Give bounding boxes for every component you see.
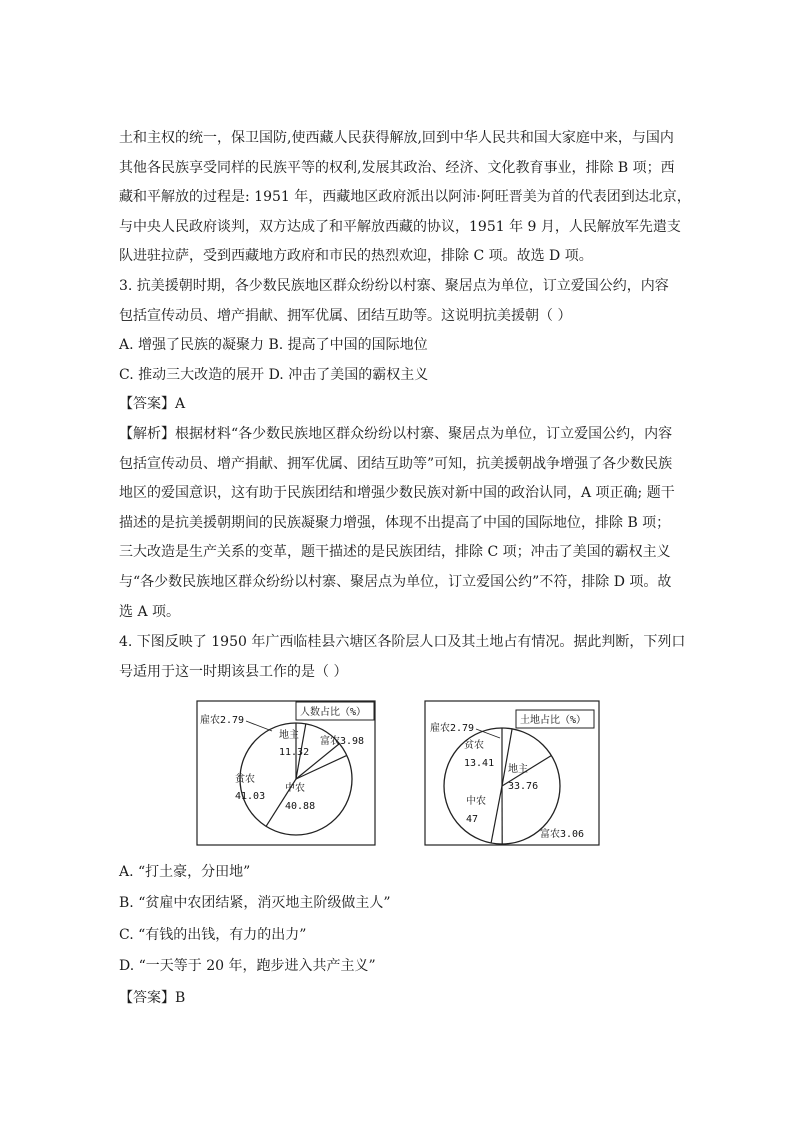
question-3 [119, 272, 679, 627]
pie-slice-label: 41.03 [235, 791, 266, 802]
answer-label: 【答案】A [119, 396, 186, 413]
question-stem-line: 3. 抗美援朝时期，各少数民族地区群众纷纷以村寨、聚居点为单位，订立爱国公约，内容 [119, 278, 669, 294]
question-stem-line: 包括宣传动员、增产捐献、拥军优属、团结互助等。这说明抗美援朝（ ） [119, 307, 572, 324]
pie-slice-label: 富农3.98 [320, 736, 365, 747]
analysis-line: 【解析】根据材料“各少数民族地区群众纷纷以村寨、聚居点为单位，订立爱国公约，内容 [119, 425, 673, 442]
pie-slice-label: 40.88 [285, 801, 316, 812]
pie-charts-figure [0, 700, 794, 850]
analysis-line: 与“各少数民族地区群众纷纷以村寨、聚居点为单位，订立爱国公约”不符，排除 D 项。故 [119, 573, 672, 590]
analysis-line: 三大改造是生产关系的变革，题干描述的是民族团结，排除 C 项；冲击了美国的霸权主义 [119, 544, 671, 561]
question-4 [119, 628, 686, 687]
pie-slice-label: 地主 [508, 764, 528, 775]
analysis-line: 描述的是抗美援朝期间的民族凝聚力增强，体现不出提高了中国的国际地位，排除 B 项； [119, 514, 671, 531]
pie-slice-label: 雇农2.79 [430, 723, 475, 734]
answer-label: 【答案】B [119, 990, 186, 1006]
chart-title: 土地占比（%） [520, 715, 587, 726]
analysis-line: 包括宣传动员、增产捐献、拥军优属、团结互助等”可知，抗美援朝战争增强了各少数民族 [119, 455, 673, 472]
option-c: C. “有钱的出钱，有力的出力” [119, 927, 307, 943]
option-a: A. “打土豪，分田地” [119, 864, 251, 880]
text-line: 队进驻拉萨，受到西藏地方政府和市民的热烈欢迎，排除 C 项。故选 D 项。 [119, 248, 593, 265]
pie-slice-label: 中农 [285, 783, 305, 794]
text-line: 藏和平解放的过程是: 1951 年，西藏地区政府派出以阿沛·阿旺晋美为首的代表团到达北京， [119, 189, 691, 206]
question-stem-line: 号适用于这一时期该县工作的是（ ） [119, 663, 348, 680]
question-stem-line: 4. 下图反映了 1950 年广西临桂县六塘区各阶层人口及其土地占有情况。据此判断，下列口 [119, 634, 686, 650]
pie-slice-label: 贫农 [464, 740, 484, 751]
pie-slice-label: 47 [466, 814, 479, 825]
text-line: 土和主权的统一，保卫国防,使西藏人民获得解放,回到中华人民共和国大家庭中来，与国内 [119, 130, 674, 146]
pie-slice-label: 地主 [279, 730, 299, 741]
analysis-line: 选 A 项。 [119, 603, 181, 620]
label-leader-line [246, 721, 272, 731]
pie-slice-label: 11.32 [279, 747, 310, 758]
pie-slice-label: 13.41 [464, 758, 495, 769]
text-line: 与中央人民政府谈判，双方达成了和平解放西藏的协议，1951 年 9 月，人民解放军先遣支 [119, 218, 681, 235]
pie-slice-label: 中农 [466, 796, 486, 807]
land-pie-chart [424, 700, 600, 846]
analysis-line: 地区的爱国意识，这有助于民族团结和增强少数民族对新中国的政治认同，A 项正确; 题干 [119, 485, 675, 502]
option-d: D. “一天等于 20 年，跑步进入共产主义” [119, 958, 376, 974]
pie-slice-label: 雇农2.79 [200, 715, 245, 726]
options-row: A. 增强了民族的凝聚力 B. 提高了中国的国际地位 [119, 337, 428, 354]
options-row: C. 推动三大改造的展开 D. 冲击了美国的霸权主义 [119, 366, 429, 383]
previous-analysis [119, 124, 691, 272]
pie-slice-label: 富农3.06 [540, 829, 585, 840]
population-pie-chart [196, 700, 376, 846]
option-b: B. “贫雇中农团结紧，消灭地主阶级做主人” [119, 895, 391, 911]
text-line: 其他各民族享受同样的民族平等的权利,发展其政治、经济、文化教育事业，排除 B 项；西 [119, 159, 675, 176]
pie-slice-label: 33.76 [508, 781, 539, 792]
pie-slice-label: 贫农 [235, 774, 255, 785]
chart-title: 人数占比（%） [300, 707, 367, 718]
